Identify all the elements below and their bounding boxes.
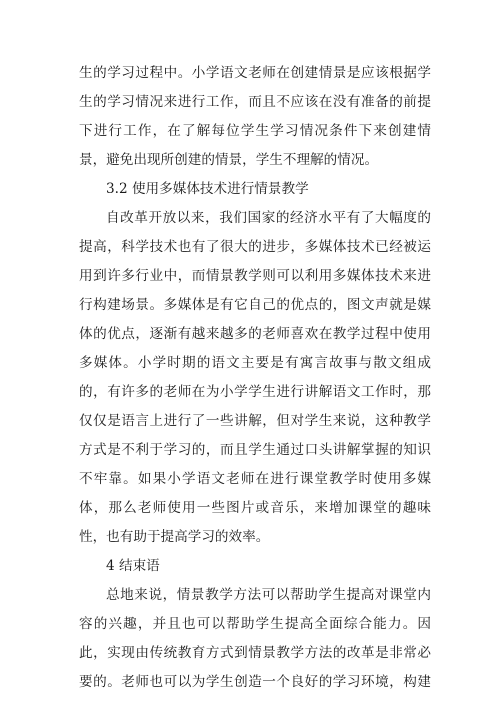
body-text-line: 此，实现由传统教育方式到情景教学方法的改革是非常必: [79, 645, 431, 661]
paragraph-first-line: 自改革开放以来，我们国家的经济水平有了大幅度的: [106, 210, 431, 226]
section-heading-4: 4 结束语: [106, 558, 160, 574]
body-text-line: 体的优点，逐渐有越来越多的老师喜欢在教学过程中使用: [79, 326, 431, 342]
section-heading-3-2: 3.2 使用多媒体技术进行情景教学: [106, 181, 309, 197]
body-text-line: 提高，科学技术也有了很大的进步，多媒体技术已经被运: [79, 239, 431, 255]
body-text-line: 多媒体。小学时期的语文主要是有寓言故事与散文组成: [79, 355, 431, 371]
body-text-line: 仅仅是语言上进行了一些讲解，但对学生来说，这种教学: [79, 413, 431, 429]
body-text-line: 体，那么老师使用一些图片或音乐，来增加课堂的趣味: [79, 500, 431, 516]
body-text-line: 不牢靠。如果小学语文老师在进行课堂教学时使用多媒: [79, 471, 431, 487]
body-text-line: 景，避免出现所创建的情景，学生不理解的情况。: [79, 152, 379, 168]
body-text-line: 的，有许多的老师在为小学学生进行讲解语文工作时，那: [79, 384, 431, 400]
paragraph-first-line: 总地来说，情景教学方法可以帮助学生提高对课堂内: [106, 587, 431, 603]
body-text-line: 要的。老师也可以为学生创造一个良好的学习环境，构建: [79, 674, 431, 690]
body-text-line: 方式是不利于学习的，而且学生通过口头讲解掌握的知识: [79, 442, 431, 458]
body-text-line: 下进行工作，在了解每位学生学习情况条件下来创建情: [79, 123, 431, 139]
body-text-line: 容的兴趣，并且也可以帮助学生提高全面综合能力。因: [79, 616, 431, 632]
body-text-line: 生的学习情况来进行工作，而且不应该在没有准备的前提: [79, 94, 431, 110]
body-text-line: 性，也有助于提高学习的效率。: [79, 529, 270, 545]
body-text-line: 用到许多行业中，而情景教学则可以利用多媒体技术来进: [79, 268, 431, 284]
body-text-line: 行构建场景。多媒体是有它自己的优点的，图文声就是媒: [79, 297, 431, 313]
body-text-line: 生的学习过程中。小学语文老师在创建情景是应该根据学: [79, 65, 431, 81]
